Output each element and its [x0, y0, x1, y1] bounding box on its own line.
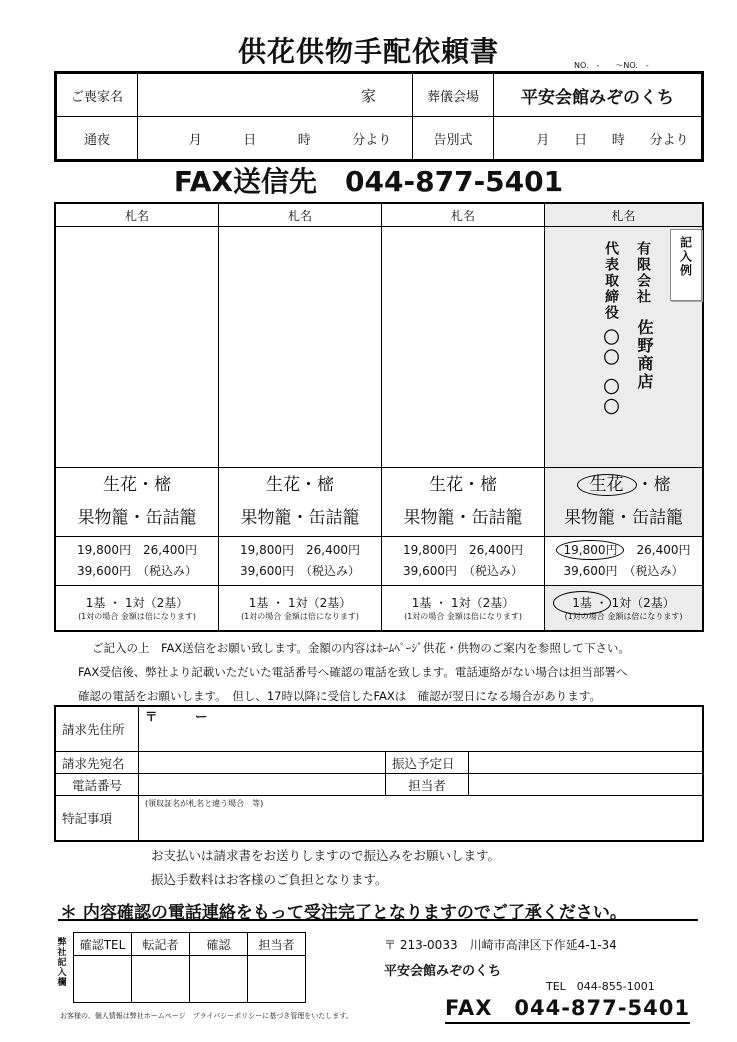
company-address: 〒 213-0033 川崎市高津区下作延4-1-34 — [384, 938, 617, 952]
price-line-2: 39,600円 （税込み） — [403, 564, 523, 578]
wake-datetime-field[interactable] — [138, 117, 413, 161]
venue-label: 葬儀会場 — [413, 73, 494, 117]
billing-table — [54, 705, 704, 842]
price-line-2: 39,600円 （税込み） — [77, 564, 197, 578]
note-line-1: ご記入の上 FAX送信をお願い致します。金額の内容はﾎｰﾑﾍﾟｰｼﾞ供花・供物のご案内を参照して下さい。 — [92, 641, 630, 655]
billing-address-label: 請求先住所 — [55, 706, 139, 752]
order-name-field[interactable] — [382, 227, 545, 468]
staff-label: 担当者 — [386, 774, 469, 796]
privacy-note: お客様の、個人情報は弊社ホームページ プライバシーポリシーに基づき管理をいたします。 — [60, 1012, 353, 1020]
postal-mark: 〒 ー — [145, 709, 208, 724]
example-rep-name: 〇〇 〇〇 — [601, 329, 620, 419]
qty-line: 1基 ・ 1対（2基） — [411, 596, 515, 610]
type-line-2: 果物籠・缶詰籠 — [403, 508, 523, 528]
remarks-field[interactable] — [139, 796, 704, 842]
qty-line: 1基 ・ 1対（2基） — [248, 596, 352, 610]
example-company-name: 佐野商店 — [635, 319, 654, 391]
example-price-b: 26,400円 — [636, 543, 691, 557]
billing-name-label: 請求先宛名 — [55, 752, 139, 774]
wake-day-unit: 日 — [243, 132, 257, 148]
example-rep-title: 代表取締役 — [603, 241, 619, 321]
office-cell[interactable] — [190, 956, 248, 1003]
farewell-minute-unit: 分より — [649, 132, 689, 148]
example-name-header: 札名 — [545, 203, 704, 227]
price-option-cell[interactable] — [55, 537, 219, 586]
farewell-day-unit: 日 — [574, 132, 588, 148]
farewell-hour-unit: 時 — [611, 132, 625, 148]
payment-note-1: お支払いは請求書をお送りしますので振込みをお願いします。 — [151, 848, 501, 863]
deceased-field[interactable] — [138, 73, 413, 117]
example-type-circled: 生花 — [577, 474, 637, 496]
price-line-2: 39,600円 （税込み） — [240, 564, 360, 578]
price-option-cell[interactable] — [382, 537, 545, 586]
staff-field[interactable] — [469, 774, 704, 796]
example-price-cell — [545, 537, 704, 586]
transfer-date-label: 振込予定日 — [386, 752, 469, 774]
qty-line: 1基 ・ 1対（2基） — [572, 596, 675, 610]
example-qty-cell — [545, 586, 704, 632]
office-side-label: 弊社記入欄 — [57, 938, 67, 988]
type-option-cell[interactable] — [55, 468, 219, 537]
farewell-datetime-field[interactable] — [494, 117, 703, 161]
venue-value: 平安会館みぞのくち — [494, 73, 703, 117]
type-option-cell[interactable] — [219, 468, 382, 537]
remarks-hint: (領収証名が札名と違う場合 等) — [145, 799, 264, 808]
office-col-confirm: 確認 — [190, 933, 248, 956]
farewell-label: 告別式 — [413, 117, 494, 161]
qty-note: (1対の場合 金額は倍になります) — [241, 612, 359, 621]
type-line-2: 果物籠・缶詰籠 — [77, 508, 197, 528]
qty-note: (1対の場合 金額は倍になります) — [404, 612, 522, 621]
type-line-1: 生花・樒 — [429, 475, 497, 495]
billing-name-field[interactable] — [139, 752, 386, 774]
payment-note-2: 振込手数料はお客様のご負担となります。 — [151, 872, 388, 887]
example-type-cell — [545, 468, 704, 537]
office-cell[interactable] — [74, 956, 132, 1003]
example-price-circled: 19,800円 — [556, 540, 624, 560]
form-number: NO. - ～NO. - — [574, 61, 649, 70]
office-use-table — [73, 932, 306, 1003]
fax-destination: FAX送信先 044-877-5401 — [173, 165, 564, 198]
phone-field[interactable] — [139, 774, 386, 796]
example-price-c: 39,600円 — [563, 564, 618, 578]
company-name: 平安会館みぞのくち — [384, 964, 502, 979]
qty-note: (1対の場合 金額は倍になります) — [78, 612, 196, 621]
wake-month-unit: 月 — [188, 132, 202, 148]
example-name-cell — [545, 227, 704, 468]
price-line-1: 19,800円 26,400円 — [403, 543, 523, 557]
notice-underline — [58, 919, 698, 921]
type-line-1: 生花・樒 — [103, 475, 171, 495]
order-name-header: 札名 — [382, 203, 545, 227]
farewell-month-unit: 月 — [536, 132, 550, 148]
company-fax: FAX 044-877-5401 — [445, 992, 690, 1024]
type-line-2: 果物籠・缶詰籠 — [240, 508, 360, 528]
type-line-1: 生花・樒 — [266, 475, 334, 495]
office-col-transcriber: 転記者 — [132, 933, 190, 956]
price-option-cell[interactable] — [219, 537, 382, 586]
transfer-date-field[interactable] — [469, 752, 704, 774]
billing-address-field[interactable] — [139, 706, 704, 752]
header-table — [54, 71, 704, 162]
example-qty-circle — [553, 591, 611, 615]
qty-option-cell[interactable] — [55, 586, 219, 632]
example-price-tax: （税込み） — [629, 564, 684, 578]
family-suffix: 家 — [360, 86, 376, 105]
order-name-header: 札名 — [219, 203, 382, 227]
qty-option-cell[interactable] — [219, 586, 382, 632]
type-line-2: 果物籠・缶詰籠 — [564, 508, 683, 528]
wake-minute-unit: 分より — [352, 132, 392, 148]
note-line-2: FAX受信後、弊社より記載いただいた電話番号へ確認の電話を致します。電話連絡がない場合は担当部署へ — [78, 665, 628, 679]
order-name-header: 札名 — [55, 203, 219, 227]
example-company: 有限会社 — [635, 241, 651, 305]
wake-label: 通夜 — [56, 117, 138, 161]
order-grid — [54, 202, 704, 632]
confirmation-notice: ＊ 内容確認の電話連絡をもって受注完了となりますのでご了承ください。 — [60, 903, 627, 923]
example-type-rest: ・樒 — [636, 475, 671, 495]
type-option-cell[interactable] — [382, 468, 545, 537]
price-line-1: 19,800円 26,400円 — [240, 543, 360, 557]
page-title: 供花供物手配依頼書 — [237, 35, 499, 68]
qty-note: (1対の場合 金額は倍になります) — [564, 612, 683, 621]
note-line-3: 確認の電話をお願いします。 但し、17時以降に受信したFAXは 確認が翌日になる場合があります。 — [78, 689, 601, 703]
deceased-label: ご喪家名 — [56, 73, 138, 117]
office-cell[interactable] — [132, 956, 190, 1003]
phone-label: 電話番号 — [55, 774, 139, 796]
office-col-confirm-tel: 確認TEL — [74, 933, 132, 956]
office-col-staff: 担当者 — [248, 933, 306, 956]
example-label-box — [670, 229, 702, 301]
remarks-label: 特記事項 — [55, 796, 139, 842]
qty-option-cell[interactable] — [382, 586, 545, 632]
order-name-field[interactable] — [55, 227, 219, 468]
order-name-field[interactable] — [219, 227, 382, 468]
qty-line: 1基 ・ 1対（2基） — [85, 596, 189, 610]
example-label: 記入例 — [678, 236, 693, 278]
wake-hour-unit: 時 — [297, 132, 311, 148]
office-cell[interactable] — [248, 956, 306, 1003]
company-tel: TEL 044-855-1001 — [546, 980, 655, 993]
price-line-1: 19,800円 26,400円 — [77, 543, 197, 557]
